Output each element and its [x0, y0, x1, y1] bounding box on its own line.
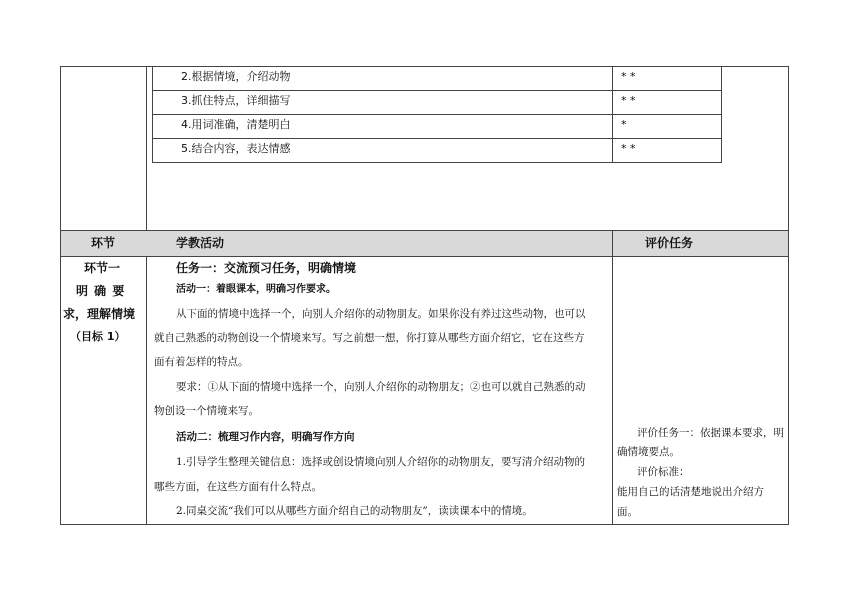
section-label-line: 明 确 要 [76, 284, 126, 298]
header-col-evaluation: 评价任务 [645, 236, 694, 250]
header-col-activity: 学教活动 [176, 236, 225, 250]
col1-divider [146, 66, 147, 525]
paragraph-line: 面有着怎样的特点。 [154, 356, 249, 368]
outer-right-border [788, 66, 789, 525]
header-top-border [60, 230, 789, 231]
evaluation-line: 评价任务一：依据课本要求，明 [637, 427, 784, 439]
evaluation-line: 能用自己的话清楚地说出介绍方 [617, 486, 764, 498]
evaluation-line: 评价标准： [637, 466, 690, 478]
col2-divider [612, 230, 613, 525]
paragraph-line: 1.引导学生整理关键信息：选择或创设情境向别人介绍你的动物朋友，要写清介绍动物的 [176, 456, 586, 468]
criteria-label: 5.结合内容，表达情感 [181, 142, 291, 155]
criteria-stars: * [621, 118, 627, 131]
header-col-stage: 环节 [91, 236, 116, 250]
paragraph-line: 哪些方面，在这些方面有什么特点。 [154, 481, 322, 493]
outer-left-border [60, 66, 61, 525]
activity-title: 活动一：着眼课本，明确习作要求。 [176, 284, 336, 295]
section-label-line: （目标 1） [70, 330, 126, 343]
criteria-stars: * * [621, 142, 636, 155]
criteria-stars: * * [621, 70, 636, 83]
paragraph-line: 要求：①从下面的情境中选择一个，向别人介绍你的动物朋友；②也可以就自己熟悉的动 [176, 381, 586, 393]
paragraph-line: 物创设一个情境来写。 [154, 405, 259, 417]
section-label-line: 求，理解情境 [63, 307, 136, 321]
paragraph-line: 从下面的情境中选择一个，向别人介绍你的动物朋友。如果你没有养过这些动物，也可以 [176, 308, 586, 320]
task-title: 任务一：交流预习任务，明确情境 [176, 261, 357, 275]
criteria-label: 3.抓住特点，详细描写 [181, 94, 291, 107]
criteria-label: 4.用词准确，清楚明白 [181, 118, 291, 131]
header-bottom-border [60, 256, 789, 257]
paragraph-line: 2.同桌交流“我们可以从哪些方面介绍自己的动物朋友”，读读课本中的情境。 [176, 505, 533, 517]
criteria-stars: * * [621, 94, 636, 107]
outer-bottom-border [60, 524, 789, 525]
activity-title: 活动二：梳理习作内容，明确写作方向 [176, 431, 355, 443]
criteria-label: 2.根据情境，介绍动物 [181, 70, 291, 83]
evaluation-line: 确情境要点。 [617, 446, 680, 458]
section-label-line: 环节一 [84, 261, 121, 275]
paragraph-line: 就自己熟悉的动物创设一个情境来写。写之前想一想，你打算从哪些方面介绍它，它在这些方 [154, 332, 585, 344]
evaluation-line: 面。 [617, 506, 638, 518]
